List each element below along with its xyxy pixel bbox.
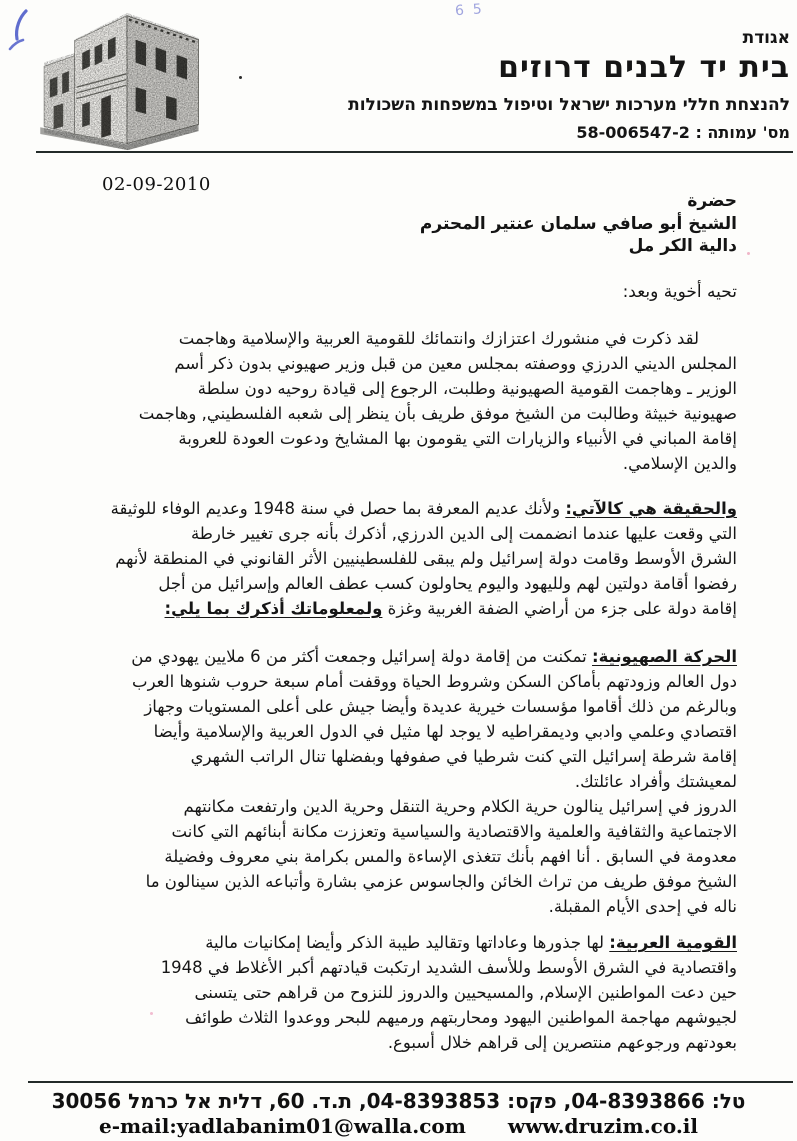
org-registration — [348, 123, 790, 143]
text-line: إقامة دولة على جزء من أراضي الضفة الغربية وغزة ولمعلوماتك أذكرك بما يلي: — [164, 599, 737, 618]
paragraph — [61, 326, 737, 476]
text-line: المجلس الديني الدرزي ووصفته بمجلس معين من قبل وزير صهيوني بدون ذكر أسم — [174, 354, 737, 373]
registration-label: מס' עמותה : — [695, 123, 790, 142]
text-line: اقتصادي وعلمي وادبي وديمقراطيه لا يوجد لها مثيل في الدول العربية والإسلامية وأيضا — [153, 722, 737, 741]
text-line: دول العالم وزودتهم بأماكن السكن وشروط الحياة ووقفت أمام سبعة حروب شنوها العرب — [132, 672, 737, 691]
text-line: ناله في إحدى الأيام المقبلة. — [548, 897, 737, 916]
letterhead — [348, 28, 790, 143]
footer-contact-line: טל: 04-8393866, פקס: 04-8393853, ת.ד. 60, דלית אל כרמל 30056 — [51, 1089, 746, 1113]
registration-number: 58-006547-2 — [576, 123, 690, 142]
scan-speck — [150, 1012, 153, 1015]
text-line: التي وقعت عليها عندما انضممت إلى الدين الدرزي, أذكرك بأنه جرى تغيير خارطة — [190, 524, 737, 543]
footer-divider — [28, 1081, 793, 1083]
org-name-prefix: אגודת — [742, 28, 790, 48]
text-line: بعودتهم ورجوعهم منتصرين إلى قراهم خلال أسبوع. — [387, 1033, 737, 1052]
text-line: الدروز في إسرائيل ينالون حرية الكلام وحرية التنقل وحرية الدين وارتفعت مكانتهم — [183, 797, 737, 816]
paragraph — [61, 644, 737, 919]
paragraph — [61, 930, 737, 1055]
text-line: وبالرغم من ذلك أقاموا مؤسسات خيرية عديدة وأيضا جيش على أعلى المستويات وجهاز — [144, 697, 737, 716]
text-line: الحركة الصهيونية: تمكنت من إقامة دولة إسرائيل وجمعت أكثر من 6 ملايين يهودي من — [131, 647, 737, 666]
text-line: القومية العربية: لها جذورها وعاداتها وتقاليد طيبة الذكر وأيضا إمكانيات مالية — [205, 933, 737, 952]
salutation: تحيه أخوية وبعد: — [622, 282, 737, 302]
paragraph — [61, 496, 737, 621]
footer-website: www.druzim.co.il — [507, 1114, 698, 1138]
org-title: בית יד לבנים דרוזים — [498, 50, 790, 85]
text-line: معدومة في السابق . أنا افهم بأنك تتغذى الإساءة والمس بكرامة بني معروف وفضيلة — [164, 847, 737, 866]
letter-date: 02-09-2010 — [102, 174, 211, 195]
org-subtitle: להנצחת חללי מערכות ישראל וטיפול במשפחות השכולות — [348, 95, 790, 115]
footer-web-line — [0, 1114, 797, 1138]
text-line: الوزير ـ وهاجمت القومية الصهيونية وطلبت، الرجوع إلى قيادة روحيه دون سلطة — [197, 379, 737, 398]
handwritten-pen-stroke — [5, 8, 35, 54]
footer-email: e-mail:yadlabanim01@walla.com — [99, 1114, 466, 1138]
scan-speck — [747, 252, 750, 255]
text-line: إقامة شرطة إسرائيل التي كنت شرطيا في صفوفها وبفضلها تنال الراتب الشهري — [190, 747, 737, 766]
text-line: واقتصادية في الشرق الأوسط وللأسف الشديد ارتكبت قيادتهم أكبر الأغلاط في 1948 — [160, 958, 737, 977]
text-line: والدين الإسلامي. — [622, 454, 737, 473]
text-line: لقد ذكرت في منشورك اعتزازك وانتمائك للقومية العربية والإسلامية وهاجمت — [178, 329, 699, 348]
recipient-line: الشيخ أبو صافي سلمان عنتير المحترم — [419, 213, 737, 234]
text-line: الشيخ موفق طريف من تراث الخائن والجاسوس عزمي بشارة وأتباعه الذين سينالون ما — [145, 872, 737, 891]
text-line: رفضوا أقامة دولتين لهم ولليهود واليوم يحاولون كسب عطف العالم وإسرائيل من أجل — [158, 574, 737, 593]
building-illustration — [30, 11, 225, 154]
recipient-line: حضرة — [687, 191, 737, 211]
header-divider — [36, 151, 793, 153]
scan-speck — [239, 76, 242, 79]
text-line: الشرق الأوسط وقامت دولة إسرائيل ولم يبقى للفلسطينيين الأثر القانوني في المنطقة لأنهم — [115, 549, 737, 568]
text-line: حين دعت المواطنين الإسلام, والمسيحيين والدروز للنزوح من قراهم حتى يتسنى — [194, 983, 737, 1002]
text-line: لمعيشتك وأفراد عائلتك. — [574, 772, 737, 791]
text-line: والحقيقة هي كالآتي: ولأنك عديم المعرفة بما حصل في سنة 1948 وعديم الوفاء للوثيقة — [110, 499, 737, 518]
recipient-line: دالية الكر مل — [628, 236, 737, 256]
handwritten-corner-mark: 65 — [454, 0, 492, 20]
text-line: إقامة المباني في الأنبياء والزيارات التي يقومون بها المشايخ ودعوت العودة للعروبة — [178, 429, 737, 448]
text-line: لجيوشهم مهاجمة المواطنين اليهود ومحاربتهم ورميهم للبحر ووعدوا الثلاث طوائف — [185, 1008, 737, 1027]
recipient-block — [420, 190, 737, 258]
text-line: صهيونية خبيثة وطالبت من الشيخ موفق طريف بأن ينظر إلى شعبه الفلسطيني, وهاجمت — [138, 404, 737, 423]
letter-body — [61, 326, 737, 1055]
text-line: الاجتماعية والثقافية والعلمية والاقتصادية والسياسية وتعززت مكانة أبنائهم التي كانت — [171, 822, 737, 841]
